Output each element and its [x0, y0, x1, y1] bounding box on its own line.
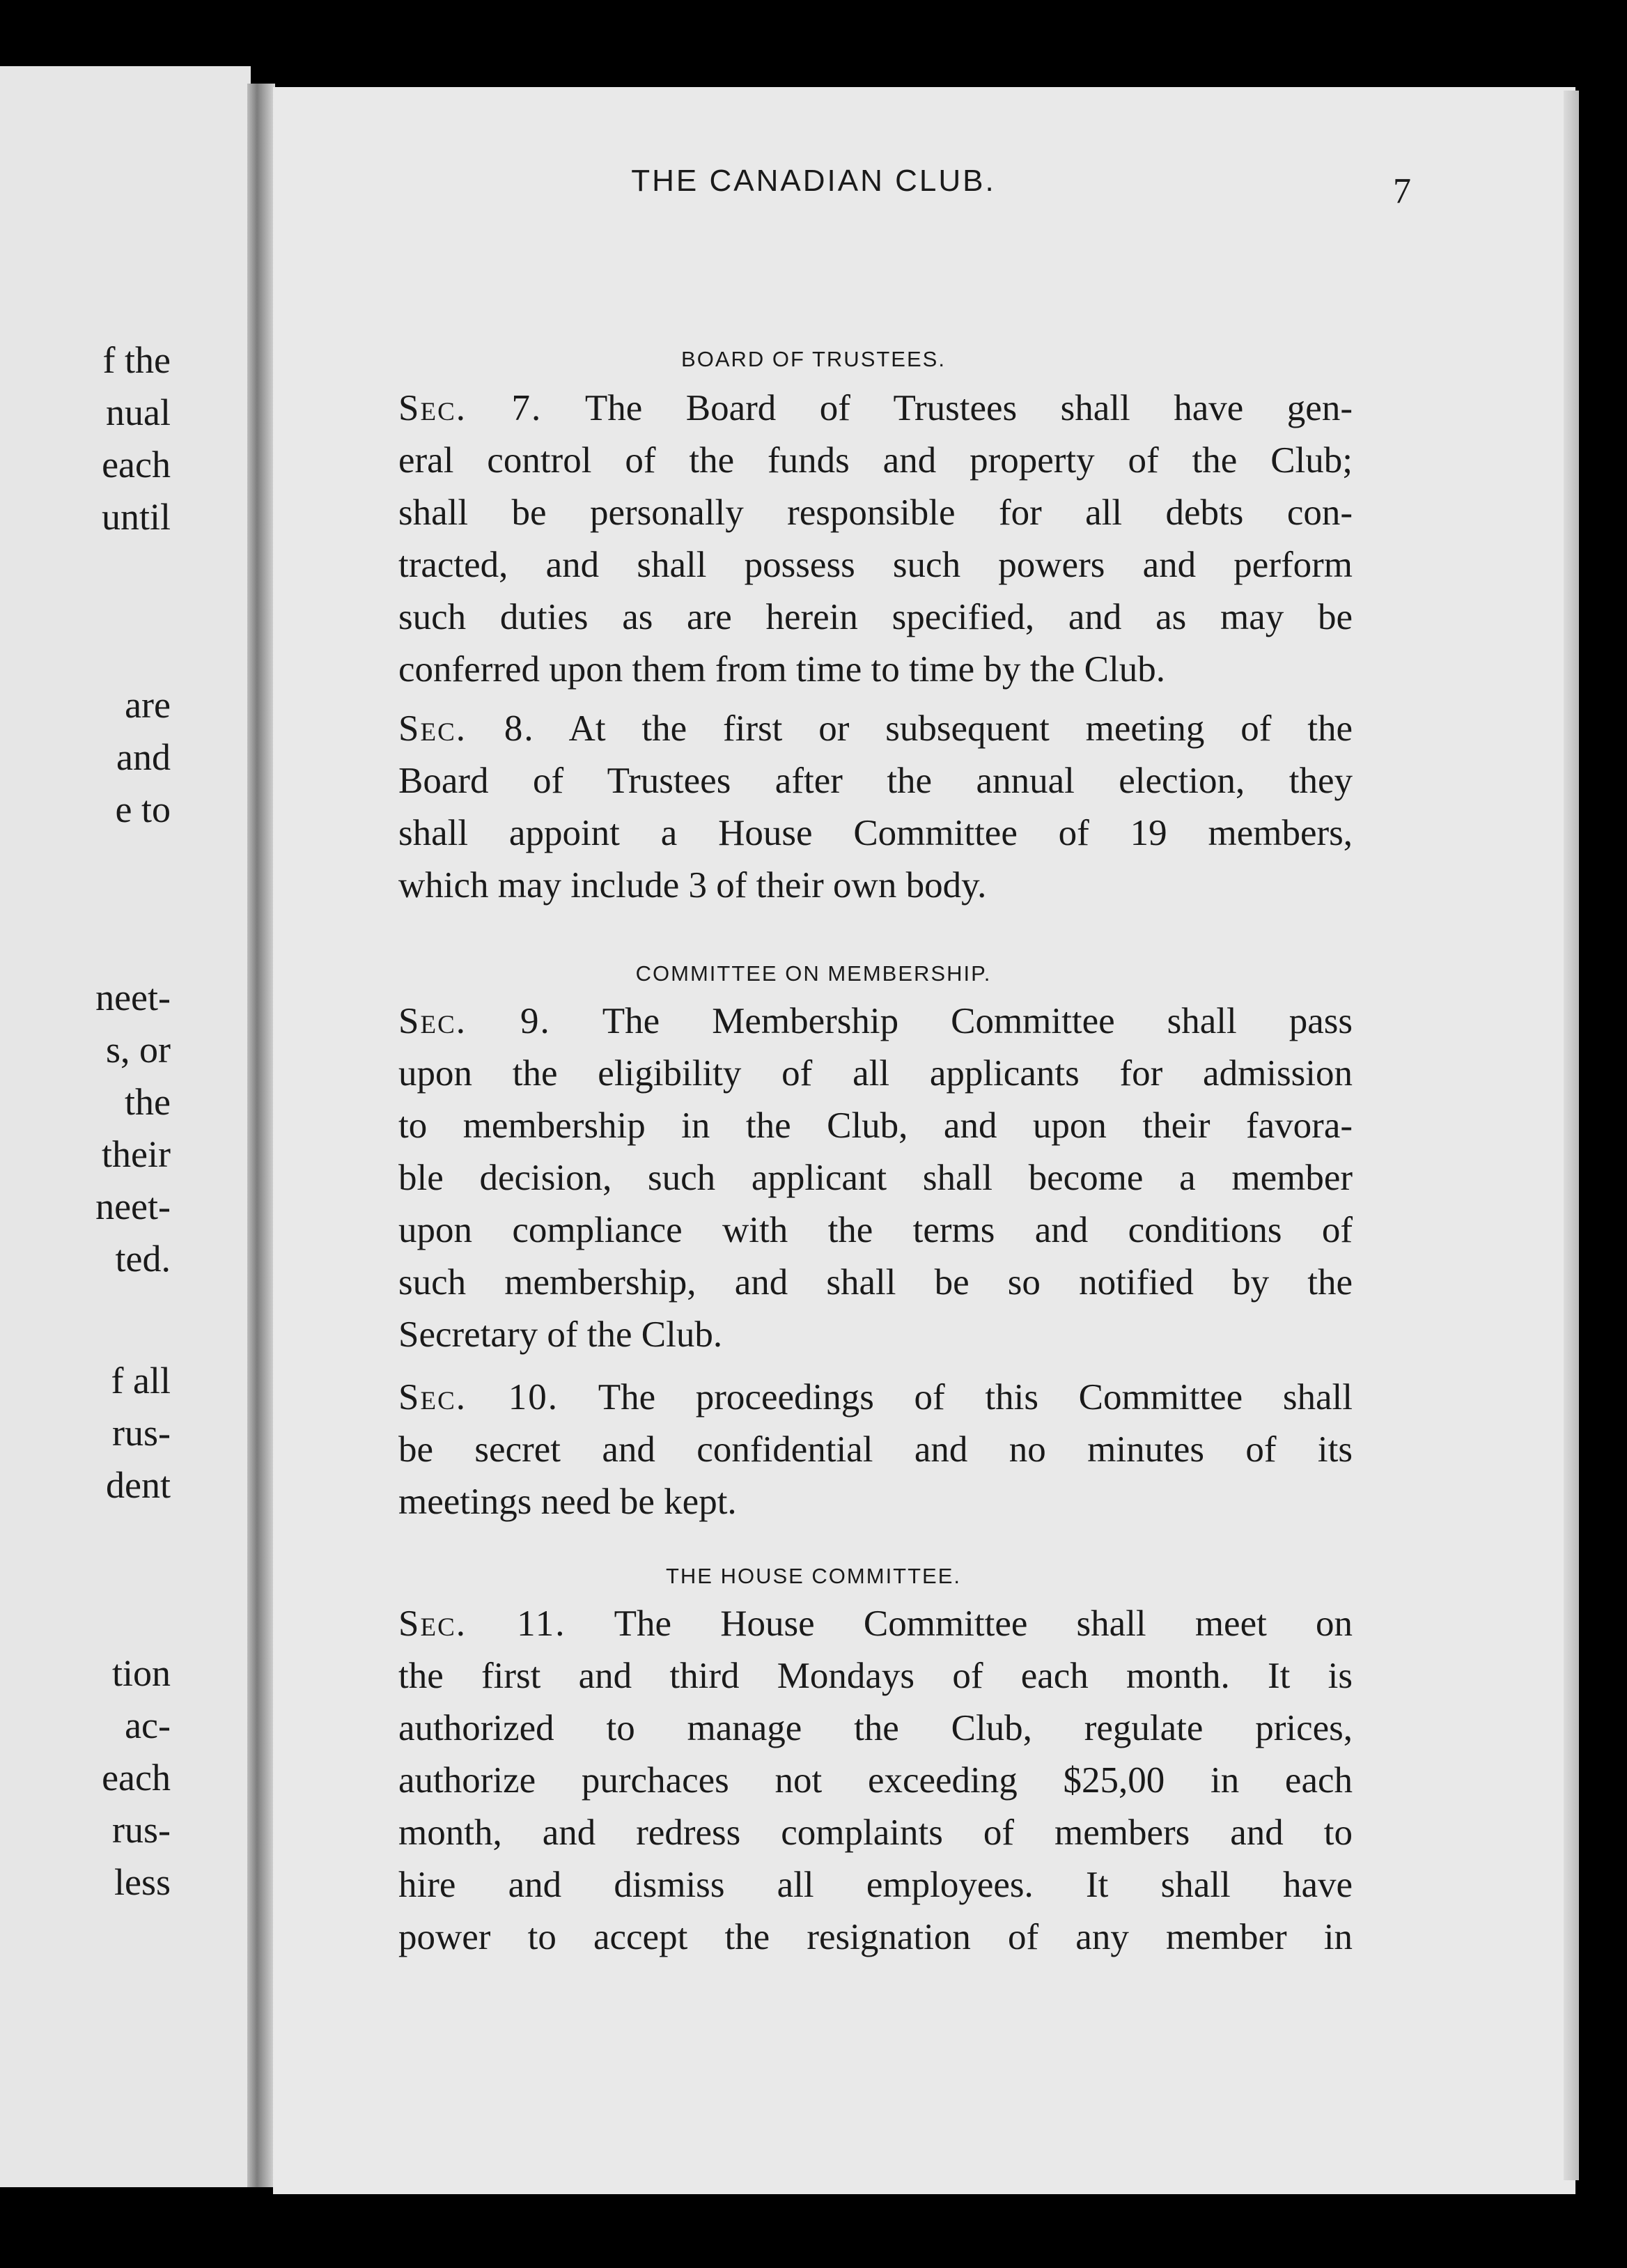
left-page-line: dent [106, 1464, 171, 1506]
sec-11-text: The House Committee shall meet on [566, 1603, 1353, 1644]
left-page-line: are [125, 684, 171, 726]
sec-8-text: At the first or subsequent meeting of the [534, 708, 1353, 749]
sec-7-line: such duties as are herein specified, and as may be [398, 597, 1353, 637]
sec-11-line: month, and redress complaints of members and to [398, 1812, 1353, 1853]
page-number: 7 [1393, 171, 1411, 211]
sec-11-line: authorize purchaces not exceeding $25,00 in each [398, 1760, 1353, 1801]
left-page-line: neet- [95, 977, 171, 1018]
left-page-fragment [0, 66, 251, 2187]
left-page-line: f all [111, 1360, 171, 1401]
sec-9-label: Sec. 9. [398, 1001, 551, 1041]
left-page-line: tion [111, 1652, 171, 1694]
left-page-line: and [116, 736, 171, 778]
sec-8-label: Sec. 8. [398, 708, 535, 749]
section-heading-house-committee: THE HOUSE COMMITTEE. [665, 1564, 962, 1588]
sec-8-line: Board of Trustees after the annual election, they [398, 761, 1353, 801]
section-heading-board-of-trustees: BOARD OF TRUSTEES. [681, 347, 946, 371]
left-page-line: their [102, 1133, 171, 1175]
left-page-line: the [125, 1081, 171, 1123]
running-title: THE CANADIAN CLUB. [631, 164, 996, 198]
sec-9-line: upon compliance with the terms and conditions of [398, 1210, 1353, 1250]
sec-7-line: eral control of the funds and property of the Club; [398, 440, 1353, 481]
sec-11-line [398, 1603, 1353, 1644]
sec-10-label: Sec. 10. [398, 1377, 559, 1418]
left-page-line: s, or [106, 1029, 171, 1071]
sec-7-label: Sec. 7. [398, 388, 543, 428]
left-page-line: nual [106, 391, 171, 433]
sec-10-text: The proceedings of this Committee shall [558, 1377, 1353, 1418]
left-page-line: ac- [125, 1704, 171, 1746]
left-page-line: e to [115, 789, 171, 830]
sec-8-line: which may include 3 of their own body. [398, 865, 987, 906]
left-page-line: rus- [112, 1809, 171, 1851]
sec-9-line: Secretary of the Club. [398, 1314, 723, 1355]
book-spine [247, 84, 275, 2187]
sec-7-text: The Board of Trustees shall have gen- [542, 388, 1353, 428]
sec-11-line: hire and dismiss all employees. It shall have [398, 1865, 1353, 1905]
sec-9-text: The Membership Committee shall pass [550, 1001, 1353, 1041]
section-heading-committee-on-membership: COMMITTEE ON MEMBERSHIP. [635, 961, 992, 986]
left-page-line: f the [102, 339, 171, 381]
sec-11-line: the first and third Mondays of each month. It is [398, 1656, 1353, 1696]
page-edge [1564, 91, 1579, 2180]
sec-7-line: conferred upon them from time to time by the Club. [398, 649, 1165, 690]
sec-11-line: authorized to manage the Club, regulate prices, [398, 1708, 1353, 1748]
sec-10-line [398, 1379, 1353, 1416]
left-page-line: each [102, 444, 171, 486]
sec-7-line [398, 390, 1353, 427]
sec-9-line: such membership, and shall be so notified by the [398, 1262, 1353, 1303]
left-page-line: less [114, 1861, 171, 1903]
left-page-line: ted. [115, 1238, 171, 1280]
left-page-line: until [101, 496, 171, 538]
left-page-line: rus- [112, 1412, 171, 1454]
sec-11-line: power to accept the resignation of any member in [398, 1917, 1353, 1957]
left-page-line: each [102, 1757, 171, 1799]
sec-9-line: to membership in the Club, and upon their favora- [398, 1105, 1353, 1146]
sec-9-line: upon the eligibility of all applicants for admission [398, 1053, 1353, 1094]
sec-9-line: ble decision, such applicant shall become a member [398, 1158, 1353, 1198]
sec-8-line [398, 710, 1353, 747]
sec-7-line: tracted, and shall possess such powers and perform [398, 545, 1353, 585]
sec-11-label: Sec. 11. [398, 1603, 566, 1644]
left-page-line: neet- [95, 1186, 171, 1227]
sec-10-line: be secret and confidential and no minutes of its [398, 1429, 1353, 1470]
sec-7-line: shall be personally responsible for all debts con- [398, 492, 1353, 533]
sec-10-line: meetings need be kept. [398, 1482, 737, 1522]
sec-9-line [398, 1003, 1353, 1040]
sec-8-line: shall appoint a House Committee of 19 members, [398, 813, 1353, 853]
